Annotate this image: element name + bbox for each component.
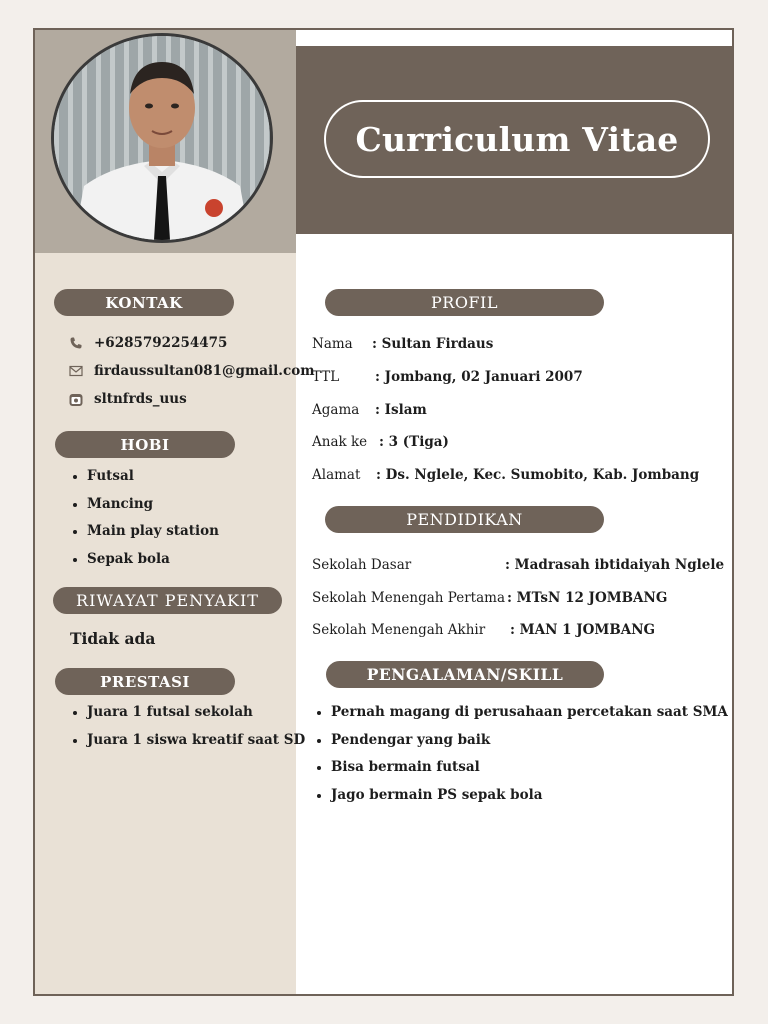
list-item: Juara 1 futsal sekolah (71, 703, 305, 731)
phone-icon (69, 336, 83, 350)
list-item: Pernah magang di perusahaan percetakan saat SMA (315, 703, 728, 731)
pendidikan-heading: PENDIDIKAN (325, 506, 604, 533)
list-item: Futsal (71, 467, 219, 495)
hobi-heading: HOBI (55, 431, 235, 458)
riwayat-heading: RIWAYAT PENYAKIT (53, 587, 282, 614)
page-title: Curriculum Vitae (355, 119, 679, 159)
email-address: firdaussultan081@gmail.com (94, 363, 315, 379)
profil-label: TTL (312, 369, 340, 385)
profil-value: : 3 (Tiga) (379, 434, 449, 450)
list-item: Jago bermain PS sepak bola (315, 786, 728, 814)
pendidikan-label: Sekolah Dasar (312, 557, 412, 573)
prestasi-list (71, 703, 305, 758)
profil-label: Anak ke (312, 434, 368, 450)
pendidikan-value: : Madrasah ibtidaiyah Nglele (505, 557, 725, 573)
list-item: Main play station (71, 522, 219, 550)
profil-label: Alamat (312, 467, 361, 483)
pendidikan-value: : MAN 1 JOMBANG (510, 622, 656, 638)
list-item: Juara 1 siswa kreatif saat SD (71, 731, 305, 759)
profil-heading: PROFIL (325, 289, 604, 316)
pendidikan-label: Sekolah Menengah Akhir (312, 622, 486, 638)
prestasi-heading: PRESTASI (55, 668, 235, 695)
mail-icon (69, 364, 83, 378)
pendidikan-value: : MTsN 12 JOMBANG (507, 590, 668, 606)
hobi-list (71, 467, 219, 577)
list-item: Pendengar yang baik (315, 731, 728, 759)
phone-number: +6285792254475 (94, 335, 228, 351)
profile-photo (51, 33, 273, 243)
camera-icon (69, 393, 83, 407)
profil-value: : Sultan Firdaus (372, 336, 494, 352)
profil-value: : Ds. Nglele, Kec. Sumobito, Kab. Jombang (376, 467, 700, 483)
riwayat-text: Tidak ada (70, 629, 156, 648)
pendidikan-label: Sekolah Menengah Pertama (312, 590, 506, 606)
profil-label: Agama (312, 402, 360, 418)
profil-value: : Islam (375, 402, 427, 418)
profil-value: : Jombang, 02 Januari 2007 (375, 369, 583, 385)
pengalaman-heading: PENGALAMAN/SKILL (326, 661, 604, 688)
kontak-heading: KONTAK (54, 289, 234, 316)
list-item: Mancing (71, 495, 219, 523)
profil-label: Nama (312, 336, 353, 352)
instagram-handle: sltnfrds_uus (94, 391, 187, 407)
title-pill (324, 100, 710, 178)
pengalaman-list (315, 703, 728, 813)
list-item: Sepak bola (71, 550, 219, 578)
list-item: Bisa bermain futsal (315, 758, 728, 786)
